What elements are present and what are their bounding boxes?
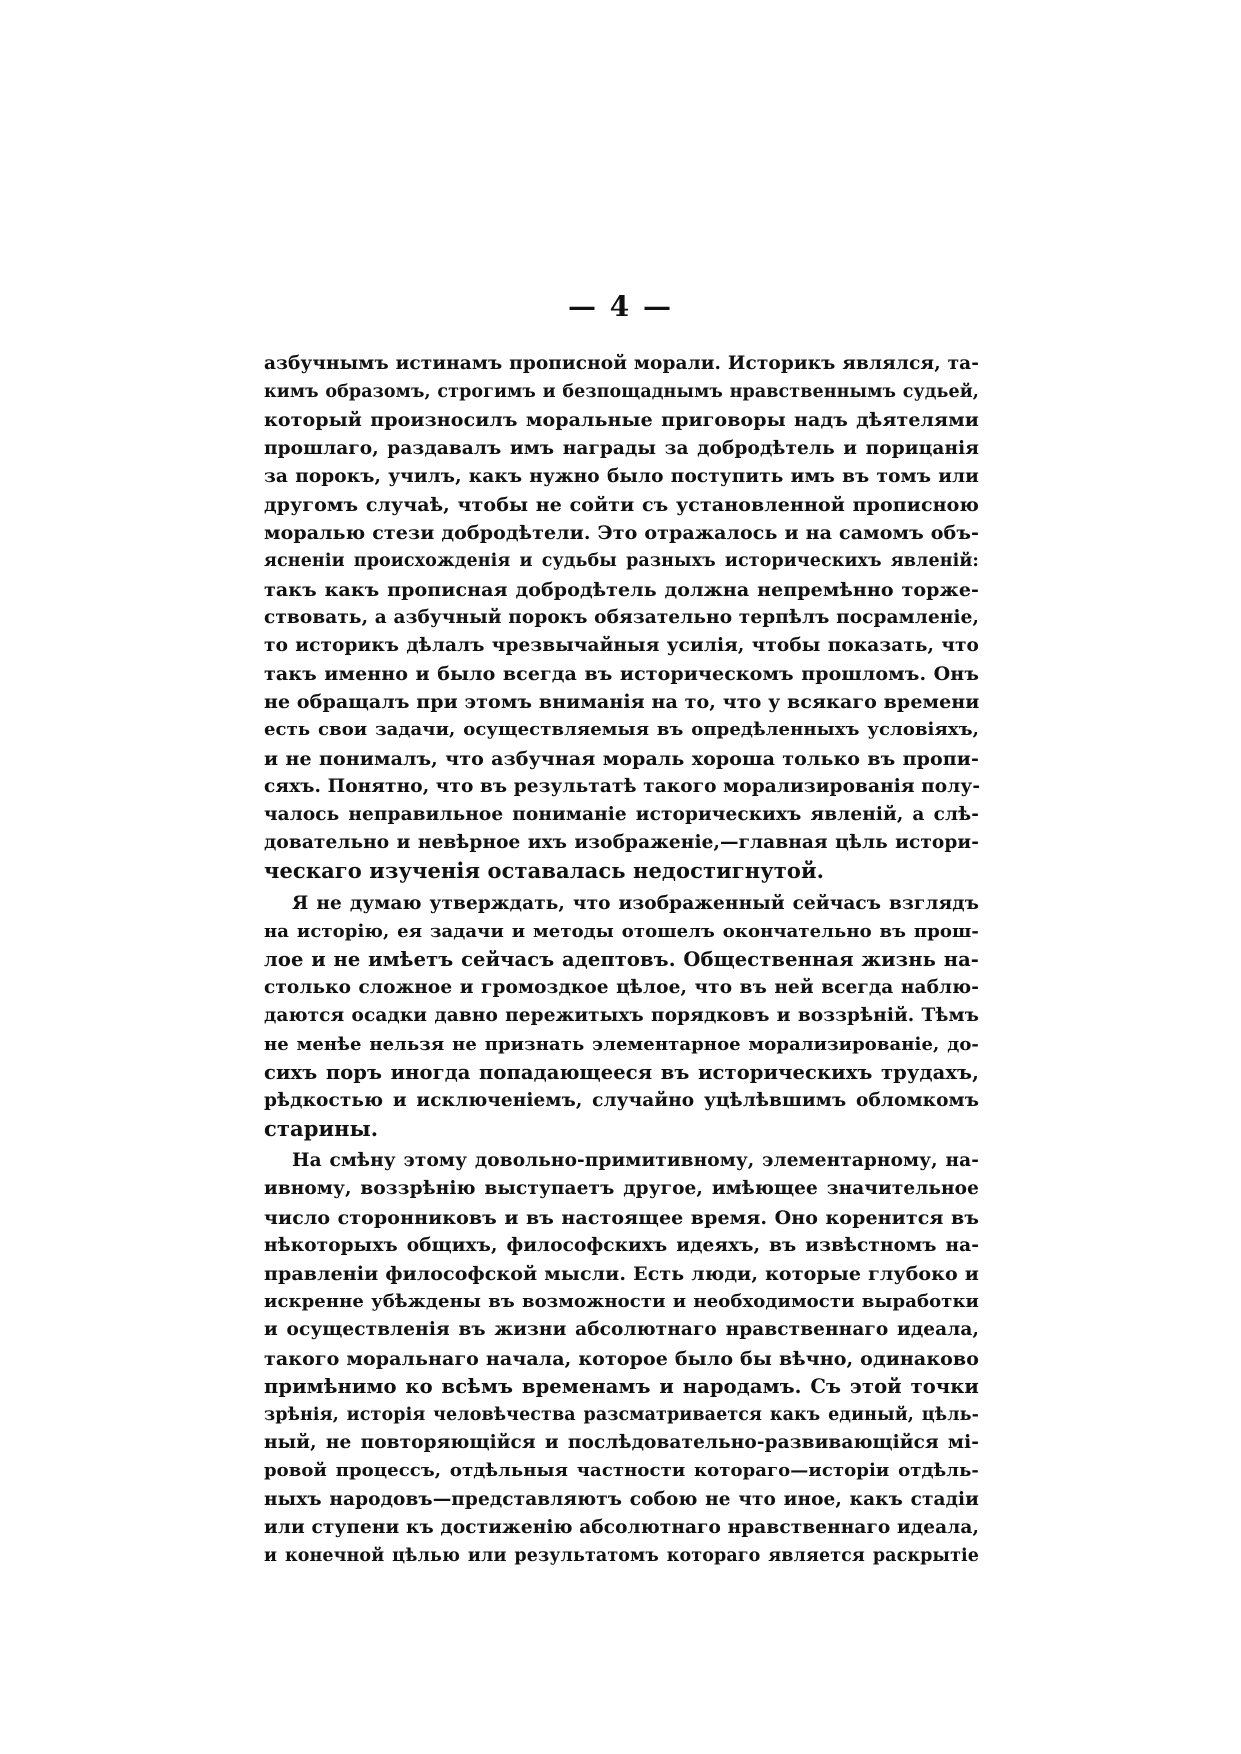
paragraph-2	[264, 890, 979, 1144]
paragraph-1	[264, 350, 979, 886]
text-line: на исторію, ея задачи и методы отошелъ окончательно въ прош-	[264, 920, 979, 942]
text-line: примѣнимо ко всѣмъ временамъ и народамъ. Съ этой точки	[264, 1374, 979, 1398]
text-line: зрѣнія, исторія человѣчества разсматривается какъ единый, цѣль-	[264, 1404, 979, 1425]
text-line: На смѣну этому довольно-примитивному, элементарному, на-	[292, 1150, 979, 1172]
text-line: правленіи философской мысли. Есть люди, которые глубоко и	[264, 1263, 979, 1285]
text-line: другомъ случаѣ, чтобы не сойти съ установленной прописною	[264, 493, 979, 516]
text-line: столько сложное и громоздкое цѣлое, что въ ней всегда наблю-	[264, 977, 979, 999]
text-line: или ступени къ достиженію абсолютнаго нравственнаго идеала,	[264, 1516, 979, 1538]
text-line: кимъ образомъ, строгимъ и безпощаднымъ нравственнымъ судьей,	[264, 382, 979, 403]
page-number: — 4 —	[568, 290, 673, 323]
text-line: сяхъ. Понятно, что въ результатѣ такого морализированія полу-	[264, 775, 981, 797]
text-line: ясненіи происхожденія и судьбы разныхъ историческихъ явленій:	[264, 551, 979, 572]
text-line: не обращалъ при этомъ вниманія на то, что у всякаго времени	[264, 691, 980, 714]
body-text	[264, 350, 979, 1570]
text-line: азбучнымъ истинамъ прописной морали. Историкъ являлся, та-	[264, 353, 979, 374]
text-line: ствовать, а азбучный порокъ обязательно терпѣлъ посрамленіе,	[264, 606, 979, 628]
text-line: такъ именно и было всегда въ историческомъ прошломъ. Онъ	[264, 663, 979, 686]
text-line: и не понималъ, что азбучная мораль хороша только въ пропи-	[264, 747, 979, 770]
text-line: число сторонниковъ и въ настоящее время. Оно коренится въ	[264, 1206, 979, 1229]
text-line: такъ какъ прописная добродѣтель должна непремѣнно торже-	[264, 578, 979, 601]
text-line: ный, не повторяющійся и послѣдовательно-развивающійся мі-	[264, 1432, 979, 1454]
text-line: лое и не имѣетъ сейчасъ адептовъ. Общественная жизнь на-	[264, 947, 979, 971]
text-line: ческаго изученія оставалась недостигнутой.	[264, 858, 825, 884]
paragraph-3	[264, 1147, 979, 1570]
text-line: есть свои задачи, осуществляемыя въ опредѣленныхъ условіяхъ,	[264, 719, 979, 741]
text-line: сихъ поръ иногда попадающееся въ историческихъ трудахъ,	[264, 1060, 979, 1084]
text-line: довательно и невѣрное ихъ изображеніе,—главная цѣль истори-	[264, 832, 979, 854]
text-line: то историкъ дѣлалъ чрезвычайныя усилія, чтобы показать, что	[264, 634, 979, 656]
text-line: Я не думаю утверждать, что изображенный сейчасъ взглядъ	[292, 892, 979, 914]
text-line: ивному, воззрѣнію выступаетъ другое, имѣющее значительное	[264, 1178, 979, 1200]
text-line: старины.	[264, 1116, 379, 1142]
text-line: ровой процессъ, отдѣльныя частности котораго—исторіи отдѣль-	[264, 1460, 979, 1482]
text-line: не менѣе нельзя не признать элементарное морализированіе, до-	[264, 1033, 979, 1055]
text-line: и осуществленія въ жизни абсолютнаго нравственнаго идеала,	[264, 1319, 979, 1341]
text-line: который произносилъ моральные приговоры надъ дѣятелями	[264, 409, 979, 432]
text-line: такого моральнаго начала, которое было бы вѣчно, одинаково	[264, 1347, 979, 1370]
text-line: даются осадки давно пережитыхъ порядковъ и воззрѣній. Тѣмъ	[264, 1005, 979, 1027]
text-line: искренне убѣждены въ возможности и необходимости выработки	[264, 1291, 979, 1313]
text-line: и конечной цѣлью или результатомъ котораго является раскрытіе	[264, 1545, 979, 1566]
text-line: ныхъ народовъ—представляютъ собою не что иное, какъ стадіи	[264, 1488, 979, 1510]
text-line: рѣдкостью и исключеніемъ, случайно уцѣлѣвшимъ обломкомъ	[264, 1089, 979, 1111]
text-line: моралью стези добродѣтели. Это отражалось и на самомъ объ-	[264, 522, 979, 545]
text-line: чалось неправильное пониманіе историческихъ явленій, а слѣ-	[264, 804, 979, 825]
text-line: нѣкоторыхъ общихъ, философскихъ идеяхъ, въ извѣстномъ на-	[264, 1234, 979, 1256]
text-line: за порокъ, училъ, какъ нужно было поступить имъ въ томъ или	[264, 465, 979, 487]
text-line: прошлаго, раздавалъ имъ награды за добродѣтель и порицанія	[264, 437, 979, 459]
